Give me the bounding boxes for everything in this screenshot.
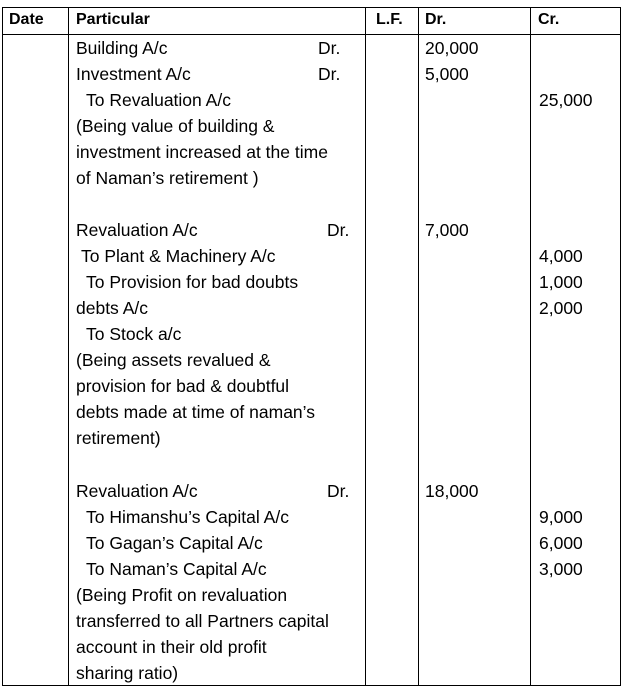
particular-line: Revaluation A/c [76, 220, 198, 240]
header-cr: Cr. [538, 11, 560, 28]
particular-line: investment increased at the time [76, 142, 328, 162]
particular-line: debts A/c [76, 298, 148, 318]
particular-column-divider [365, 7, 366, 686]
particular-line: provision for bad & doubtful [76, 376, 290, 396]
particular-line: (Being assets revalued & [76, 350, 271, 370]
debit-marker: Dr. [327, 220, 350, 240]
credit-amount: 6,000 [539, 533, 583, 553]
table-top-border [2, 7, 621, 8]
header-date: Date [9, 11, 44, 28]
particular-line: To Provision for bad doubts [86, 272, 299, 292]
header-dr: Dr. [425, 11, 447, 28]
journal-table [2, 7, 621, 686]
credit-amount: 4,000 [539, 246, 583, 266]
credit-amount: 3,000 [539, 559, 583, 579]
particular-line: (Being Profit on revaluation [76, 585, 288, 605]
header-particular: Particular [76, 11, 150, 28]
header-lf: L.F. [376, 11, 403, 28]
debit-amount: 5,000 [425, 64, 469, 84]
dr-column-divider [530, 7, 531, 686]
particular-line: To Gagan’s Capital A/c [86, 533, 263, 553]
particular-line: To Naman’s Capital A/c [86, 559, 267, 579]
particular-line: To Plant & Machinery A/c [81, 246, 276, 266]
particular-line: Investment A/c [76, 64, 191, 84]
particular-line: retirement) [76, 428, 161, 448]
particular-line: (Being value of building & [76, 116, 275, 136]
credit-amount: 9,000 [539, 507, 583, 527]
debit-marker: Dr. [327, 481, 350, 501]
lf-column-divider [418, 7, 419, 686]
date-column-divider [68, 7, 69, 686]
particular-line: Revaluation A/c [76, 481, 198, 501]
particular-line: To Stock a/c [86, 324, 182, 344]
debit-marker: Dr. [318, 64, 341, 84]
credit-amount: 1,000 [539, 272, 583, 292]
particular-line: account in their old profit [76, 637, 267, 657]
debit-amount: 7,000 [425, 220, 469, 240]
particular-line: transferred to all Partners capital [76, 611, 329, 631]
debit-amount: 20,000 [425, 38, 479, 58]
particular-line: sharing ratio) [76, 663, 179, 683]
debit-amount: 18,000 [425, 481, 479, 501]
particular-line: debts made at time of naman’s [76, 402, 315, 422]
particular-line: Building A/c [76, 38, 168, 58]
credit-amount: 2,000 [539, 298, 583, 318]
particular-line: To Himanshu’s Capital A/c [86, 507, 289, 527]
debit-marker: Dr. [318, 38, 341, 58]
table-left-border [2, 7, 3, 686]
particular-line: To Revaluation A/c [86, 90, 231, 110]
particular-line: of Naman’s retirement ) [76, 168, 259, 188]
table-right-border [620, 7, 621, 686]
credit-amount: 25,000 [539, 90, 593, 110]
